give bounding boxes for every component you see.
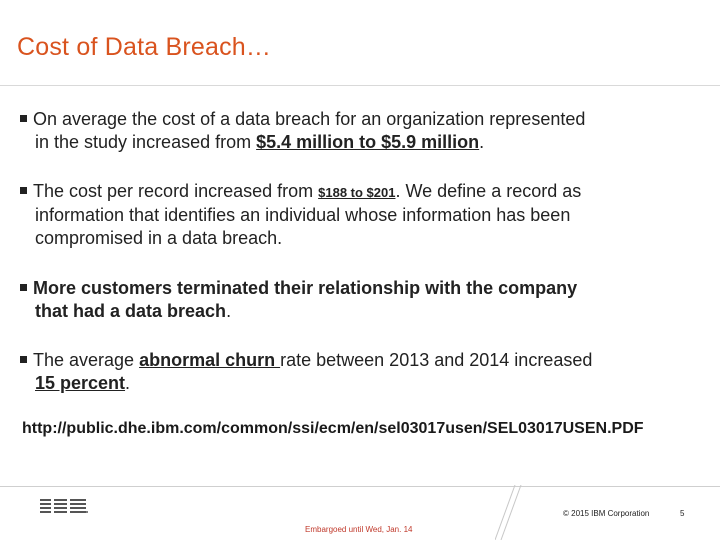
footer-divider	[0, 486, 720, 487]
source-link[interactable]: http://public.dhe.ibm.com/common/ssi/ecm/en/sel03017usen/SEL03017USEN.PDF	[22, 420, 644, 437]
churn-percent: 15 percent	[35, 373, 126, 393]
bullet-cost-increase: On average the cost of a data breach for an organization represented in the study increased from $5.4 million to $5.9 million.	[20, 108, 700, 154]
title-divider	[0, 85, 720, 86]
bullet-customer-churn: More customers terminated their relationship with the company that had a data breach.	[20, 277, 700, 323]
square-bullet-icon	[20, 284, 27, 291]
page-number: 5	[680, 509, 685, 518]
square-bullet-icon	[20, 187, 27, 194]
embargo-notice: Embargoed until Wed, Jan. 14	[305, 525, 413, 534]
bullet-abnormal-churn: The average abnormal churn rate between 2013 and 2014 increased 15 percent.	[20, 349, 700, 395]
copyright-text: © 2015 IBM Corporation	[563, 509, 650, 518]
bullet-cost-per-record: The cost per record increased from $188 to $201. We define a record as information that identifies an individual whose information has been compromised in a data breach.	[20, 180, 700, 250]
decorative-slash	[495, 485, 535, 540]
abnormal-churn-term: abnormal churn	[139, 350, 281, 370]
slide-title: Cost of Data Breach…	[17, 33, 272, 61]
square-bullet-icon	[20, 115, 27, 122]
cost-range: $5.4 million to $5.9 million	[256, 132, 480, 152]
square-bullet-icon	[20, 356, 27, 363]
record-cost-range: $188 to $201	[318, 185, 396, 200]
ibm-logo	[40, 498, 88, 516]
